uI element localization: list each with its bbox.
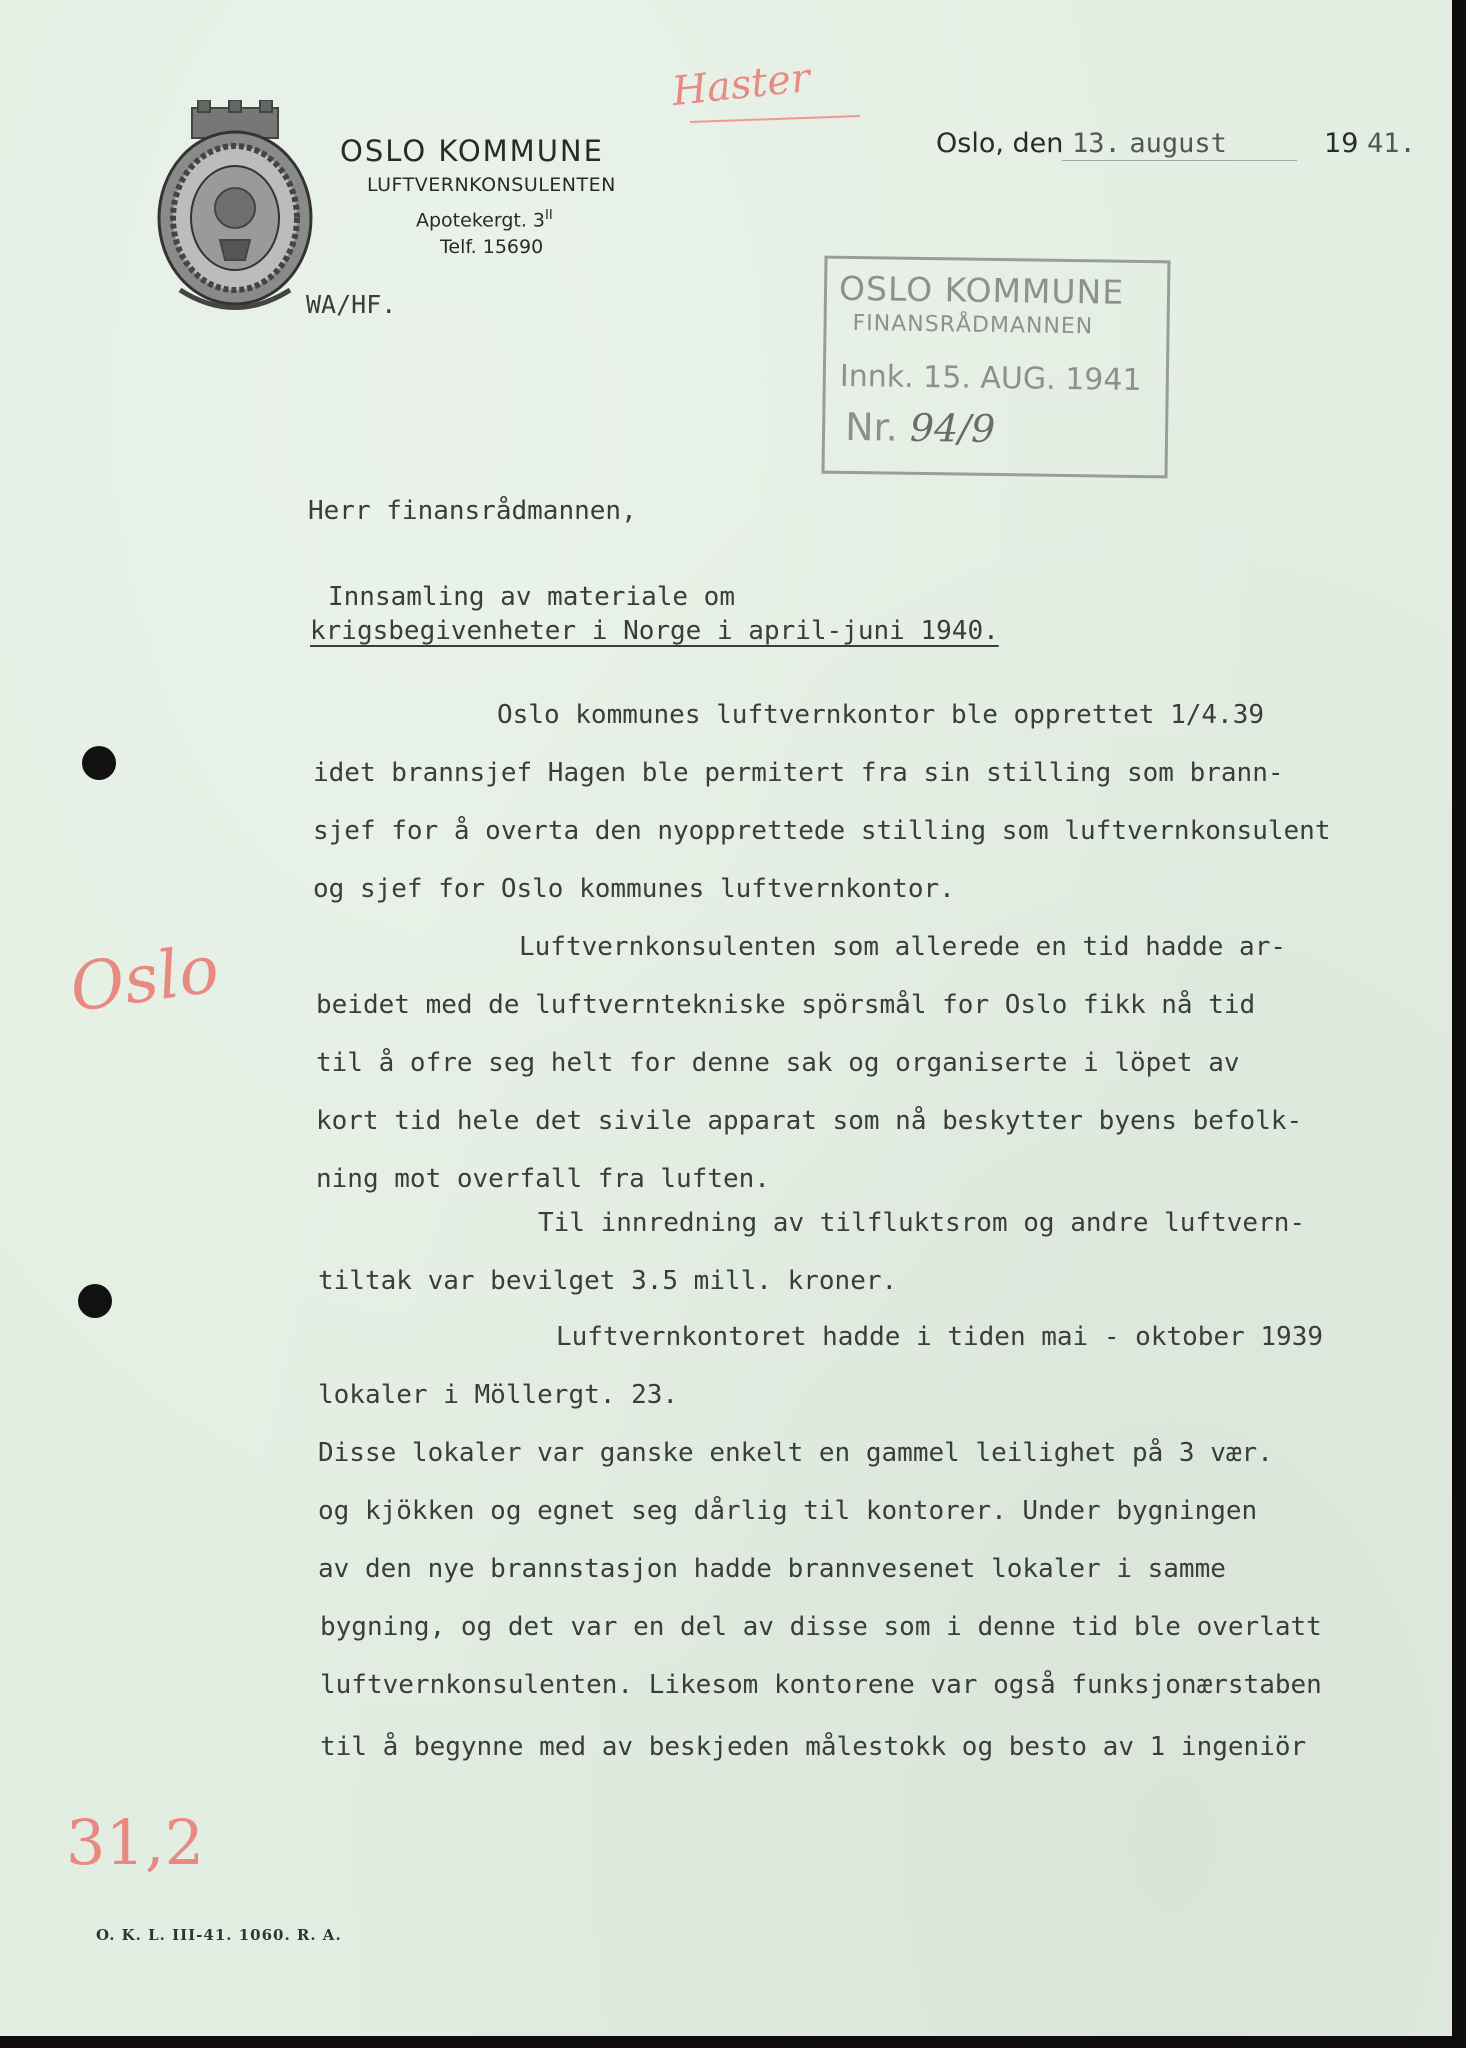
subject-line-2: krigsbegivenheter i Norge i april-juni 1940. [310, 616, 999, 646]
scan-edge-right [1452, 0, 1466, 2048]
body-line: beidet med de luftverntekniske spörsmål for Oslo fikk nå tid [316, 990, 1256, 1020]
reference-initials: WA/HF. [306, 290, 397, 319]
body-line: og kjökken og egnet seg dårlig til kontorer. Under bygningen [318, 1496, 1258, 1526]
stamp-department: FINANSRÅDMANNEN [852, 310, 1094, 340]
stamp-number [845, 405, 996, 451]
body-line: bygning, og det var en del av disse som i denne tid ble overlatt [320, 1612, 1322, 1642]
stamp-org: OSLO KOMMUNE [838, 268, 1125, 312]
date-rule [1062, 160, 1297, 161]
org-address-floor: II [545, 208, 553, 223]
org-address [416, 208, 553, 231]
punch-hole [82, 746, 116, 780]
date-year-suffix: 41. [1367, 128, 1416, 159]
annotation-page-number: 31,2 [66, 1806, 205, 1879]
body-line: sjef for å overta den nyopprettede stilling som luftvernkonsulent [313, 816, 1331, 846]
letter-date [936, 128, 1416, 159]
org-name: OSLO KOMMUNE [340, 134, 604, 168]
date-day: 13. [1071, 128, 1121, 159]
stamp-number-value: 94/9 [909, 405, 996, 451]
body-line: til å begynne med av beskjeden målestokk og besto av 1 ingeniör [320, 1732, 1307, 1762]
body-line: av den nye brannstasjon hadde brannvesenet lokaler i samme [318, 1554, 1226, 1584]
body-line: Luftvernkonsulenten som allerede en tid hadde ar- [519, 932, 1287, 962]
body-line: Luftvernkontoret hadde i tiden mai - oktober 1939 [556, 1322, 1324, 1352]
salutation: Herr finansrådmannen, [308, 496, 637, 526]
date-year-prefix: 19 [1324, 128, 1359, 159]
body-line: og sjef for Oslo kommunes luftvernkontor. [313, 874, 955, 904]
stamp-received-date: Innk. 15. AUG. 1941 [839, 358, 1142, 399]
received-stamp [821, 256, 1170, 479]
annotation-haster-underline [690, 115, 860, 123]
org-phone: Telf. 15690 [440, 236, 544, 258]
annotation-oslo: Oslo [65, 930, 224, 1027]
body-line: luftvernkonsulenten. Likesom kontorene var også funksjonærstaben [320, 1670, 1322, 1700]
city-seal-emblem [150, 100, 320, 315]
date-place: Oslo, den [936, 128, 1064, 159]
stamp-number-label: Nr. [844, 404, 899, 450]
annotation-haster: Haster [669, 54, 813, 116]
punch-hole [78, 1284, 112, 1318]
date-month: august [1129, 128, 1227, 159]
body-line: lokaler i Möllergt. 23. [318, 1380, 679, 1410]
body-line: ning mot overfall fra luften. [316, 1164, 770, 1194]
body-line: kort tid hele det sivile apparat som nå beskytter byens befolk- [316, 1106, 1303, 1136]
body-line: Oslo kommunes luftvernkontor ble opprettet 1/4.39 [497, 700, 1265, 730]
body-line: tiltak var bevilget 3.5 mill. kroner. [318, 1266, 898, 1296]
body-line: Disse lokaler var ganske enkelt en gammel leilighet på 3 vær. [318, 1438, 1273, 1468]
scan-edge-bottom [0, 2036, 1466, 2048]
form-code-footer: O. K. L. III-41. 1060. R. A. [96, 1926, 342, 1944]
subject-line-1: Innsamling av materiale om [328, 582, 735, 612]
body-line: Til innredning av tilfluktsrom og andre luftvern- [538, 1208, 1306, 1238]
org-address-street: Apotekergt. 3 [416, 209, 545, 232]
org-department: LUFTVERNKONSULENTEN [367, 174, 616, 196]
body-line: idet brannsjef Hagen ble permitert fra sin stilling som brann- [313, 758, 1284, 788]
body-line: til å ofre seg helt for denne sak og organiserte i löpet av [316, 1048, 1240, 1078]
